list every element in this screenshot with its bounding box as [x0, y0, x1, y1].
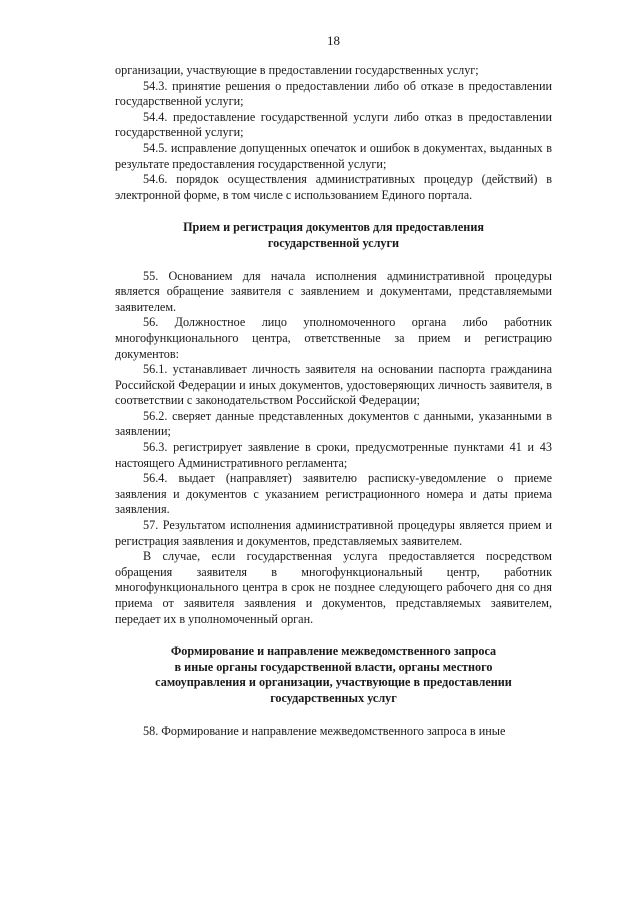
paragraph-56-1: 56.1. устанавливает личность заявителя на основании паспорта гражданина Российской Федерации и иных документов, удостоверяющих личность заявителя, в соответствии с законодательством Российской Федерации;: [115, 362, 552, 408]
paragraph-54-6: 54.6. порядок осуществления административных процедур (действий) в электронной форме, в том числе с использованием Единого портала.: [115, 172, 552, 202]
page-number: 18: [327, 33, 340, 48]
paragraph-56-4: 56.4. выдает (направляет) заявителю расписку-уведомление о приеме заявления и документов с указанием регистрационного номера и даты приема заявления.: [115, 471, 552, 517]
paragraph-54-5: 54.5. исправление допущенных опечаток и ошибок в документах, выданных в результате предоставления государственной услуги;: [115, 140, 552, 171]
section-heading-interagency-line-1: Формирование и направление межведомственного запроса: [170, 644, 497, 659]
paragraph-56: 56. Должностное лицо уполномоченного органа либо работник многофункционального центра, ответственные за прием и регистрацию документов:: [115, 315, 552, 361]
section-heading-reception-line-2: государственной услуги: [267, 235, 400, 250]
paragraph-continuation: организации, участвующие в предоставлении государственных услуг;: [115, 63, 479, 77]
paragraph-57-mfc: В случае, если государственная услуга предоставляется посредством обращения заявителя в многофункциональный центр, работник многофункционального центра в срок не позднее следующего рабочего дня со дня приема от заявителя заявления и документов, представляемых заявителем, передает их в уполномоченный орган.: [115, 549, 552, 626]
section-heading-interagency-line-3: самоуправления и организации, участвующие в предоставлении: [155, 675, 512, 690]
paragraph-56-2: 56.2. сверяет данные представленных документов с данными, указанными в заявлении;: [115, 408, 552, 439]
paragraph-55: 55. Основанием для начала исполнения административной процедуры является обращение заявителя с заявлением и документами, представляемыми заявителем.: [115, 268, 552, 314]
paragraph-54-3: 54.3. принятие решения о предоставлении либо об отказе в предоставлении государственной услуги;: [115, 78, 552, 109]
paragraph-58: 58. Формирование и направление межведомственного запроса в иные: [143, 723, 506, 738]
section-heading-interagency-line-4: государственных услуг: [270, 690, 397, 705]
section-heading-reception-line-1: Прием и регистрация документов для предоставления: [183, 220, 484, 235]
paragraph-56-3: 56.3. регистрирует заявление в сроки, предусмотренные пунктами 41 и 43 настоящего Административного регламента;: [115, 440, 552, 470]
paragraph-54-4: 54.4. предоставление государственной услуги либо отказ в предоставлении государственной услуги;: [115, 109, 552, 140]
paragraph-57: 57. Результатом исполнения административной процедуры является прием и регистрация заявления и документов, представляемых заявителем.: [115, 518, 552, 548]
section-heading-interagency-line-2: в иные органы государственной власти, органы местного: [174, 659, 493, 674]
